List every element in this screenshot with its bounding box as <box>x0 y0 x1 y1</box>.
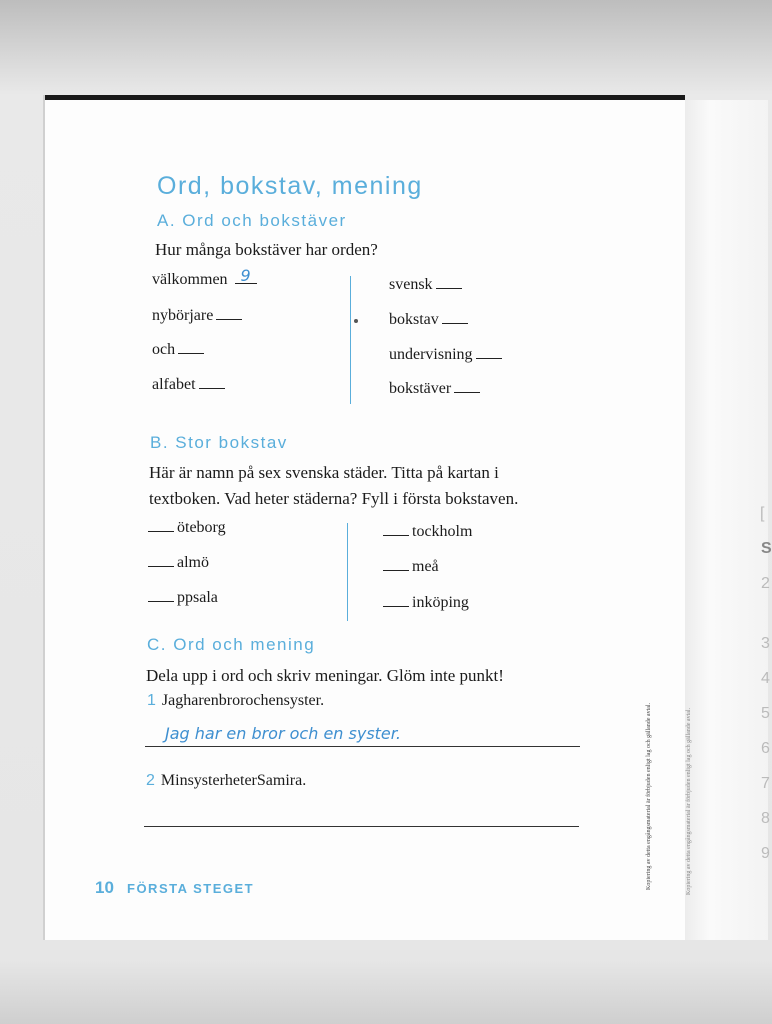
city-label: öteborg <box>177 519 226 536</box>
page-title: Ord, bokstav, mening <box>157 172 423 200</box>
section-b-instruction-line2: textboken. Vad heter städerna? Fyll i första bokstaven. <box>149 489 519 508</box>
letter-blank[interactable] <box>383 605 409 607</box>
edge-mark: S <box>761 540 772 557</box>
word-label: bokstäver <box>389 380 452 397</box>
letter-blank[interactable] <box>148 600 174 602</box>
word-item <box>389 311 471 329</box>
city-item <box>148 519 226 537</box>
edge-mark: 3 <box>761 635 770 652</box>
city-label: inköping <box>412 594 469 611</box>
copyright-note-faded: Kopiering av detta engångsmaterial är förbjuden enligt lag och gällande avtal. <box>686 707 692 895</box>
edge-mark: 5 <box>761 705 770 722</box>
city-item <box>383 558 439 576</box>
answer-blank[interactable] <box>454 391 480 393</box>
answer-blank[interactable] <box>235 266 257 285</box>
task-item <box>146 772 306 790</box>
task-text: MinsysterheterSamira. <box>160 772 307 789</box>
letter-blank[interactable] <box>148 530 174 532</box>
answer-blank[interactable] <box>178 352 204 354</box>
word-label: svensk <box>389 276 433 293</box>
word-item <box>152 341 207 359</box>
facing-page-edge <box>685 100 772 940</box>
word-label: nybörjare <box>152 307 214 324</box>
word-label: välkommen <box>152 271 228 288</box>
answer-blank[interactable] <box>199 387 225 389</box>
letter-blank[interactable] <box>383 534 409 536</box>
edge-mark: 7 <box>761 775 770 792</box>
section-c-instruction: Dela upp i ord och skriv meningar. Glöm inte punkt! <box>146 666 504 685</box>
answer-line[interactable] <box>145 746 580 747</box>
word-label: bokstav <box>389 311 439 328</box>
column-divider <box>347 523 348 621</box>
word-item <box>389 276 465 294</box>
letter-blank[interactable] <box>383 569 409 571</box>
word-item <box>152 266 260 289</box>
ink-dot <box>354 319 358 323</box>
city-item <box>383 523 472 541</box>
task-number: 1 <box>147 692 156 709</box>
city-item <box>383 594 469 612</box>
answer-blank[interactable] <box>436 287 462 289</box>
edge-mark: 6 <box>761 740 770 757</box>
answer-blank[interactable] <box>476 357 502 359</box>
word-item <box>389 346 505 364</box>
city-label: ppsala <box>177 589 218 606</box>
answer-blank[interactable] <box>216 318 242 320</box>
city-label: tockholm <box>412 523 473 540</box>
edge-mark: 4 <box>761 670 770 687</box>
task-number: 2 <box>146 772 155 789</box>
city-item <box>148 554 209 572</box>
word-label: alfabet <box>152 376 196 393</box>
copyright-note: Kopiering av detta engångsmaterial är förbjuden enligt lag och gällande avtal. <box>646 702 652 890</box>
city-label: meå <box>412 558 439 575</box>
handwritten-answer: 9 <box>240 266 251 285</box>
handwritten-sentence: Jag har en bror och en syster. <box>165 724 401 743</box>
book-title: FÖRSTA STEGET <box>127 881 255 896</box>
column-divider <box>350 276 351 404</box>
edge-mark: 9 <box>761 845 770 862</box>
city-label: almö <box>177 554 209 571</box>
word-item <box>152 376 228 394</box>
edge-mark: [ <box>760 505 765 522</box>
letter-blank[interactable] <box>148 565 174 567</box>
word-label: och <box>152 341 176 358</box>
page-number: 10 <box>95 878 114 897</box>
section-a-instruction: Hur många bokstäver har orden? <box>155 240 378 259</box>
section-c-heading: C. Ord och mening <box>147 635 316 654</box>
answer-blank[interactable] <box>442 322 468 324</box>
word-label: undervisning <box>389 346 473 363</box>
edge-mark: 8 <box>761 810 770 827</box>
section-a-heading: A. Ord och bokstäver <box>157 211 347 230</box>
city-item <box>148 589 218 607</box>
section-b-instruction-line1: Här är namn på sex svenska städer. Titta på kartan i <box>149 463 499 482</box>
answer-line[interactable] <box>144 826 579 827</box>
edge-mark: 2 <box>761 575 770 592</box>
task-text: Jagharenbrorochensyster. <box>161 692 325 709</box>
section-b-heading: B. Stor bokstav <box>150 433 288 452</box>
task-item <box>147 692 324 710</box>
word-item <box>389 380 483 398</box>
worksheet-page <box>45 95 692 940</box>
word-item <box>152 307 245 325</box>
